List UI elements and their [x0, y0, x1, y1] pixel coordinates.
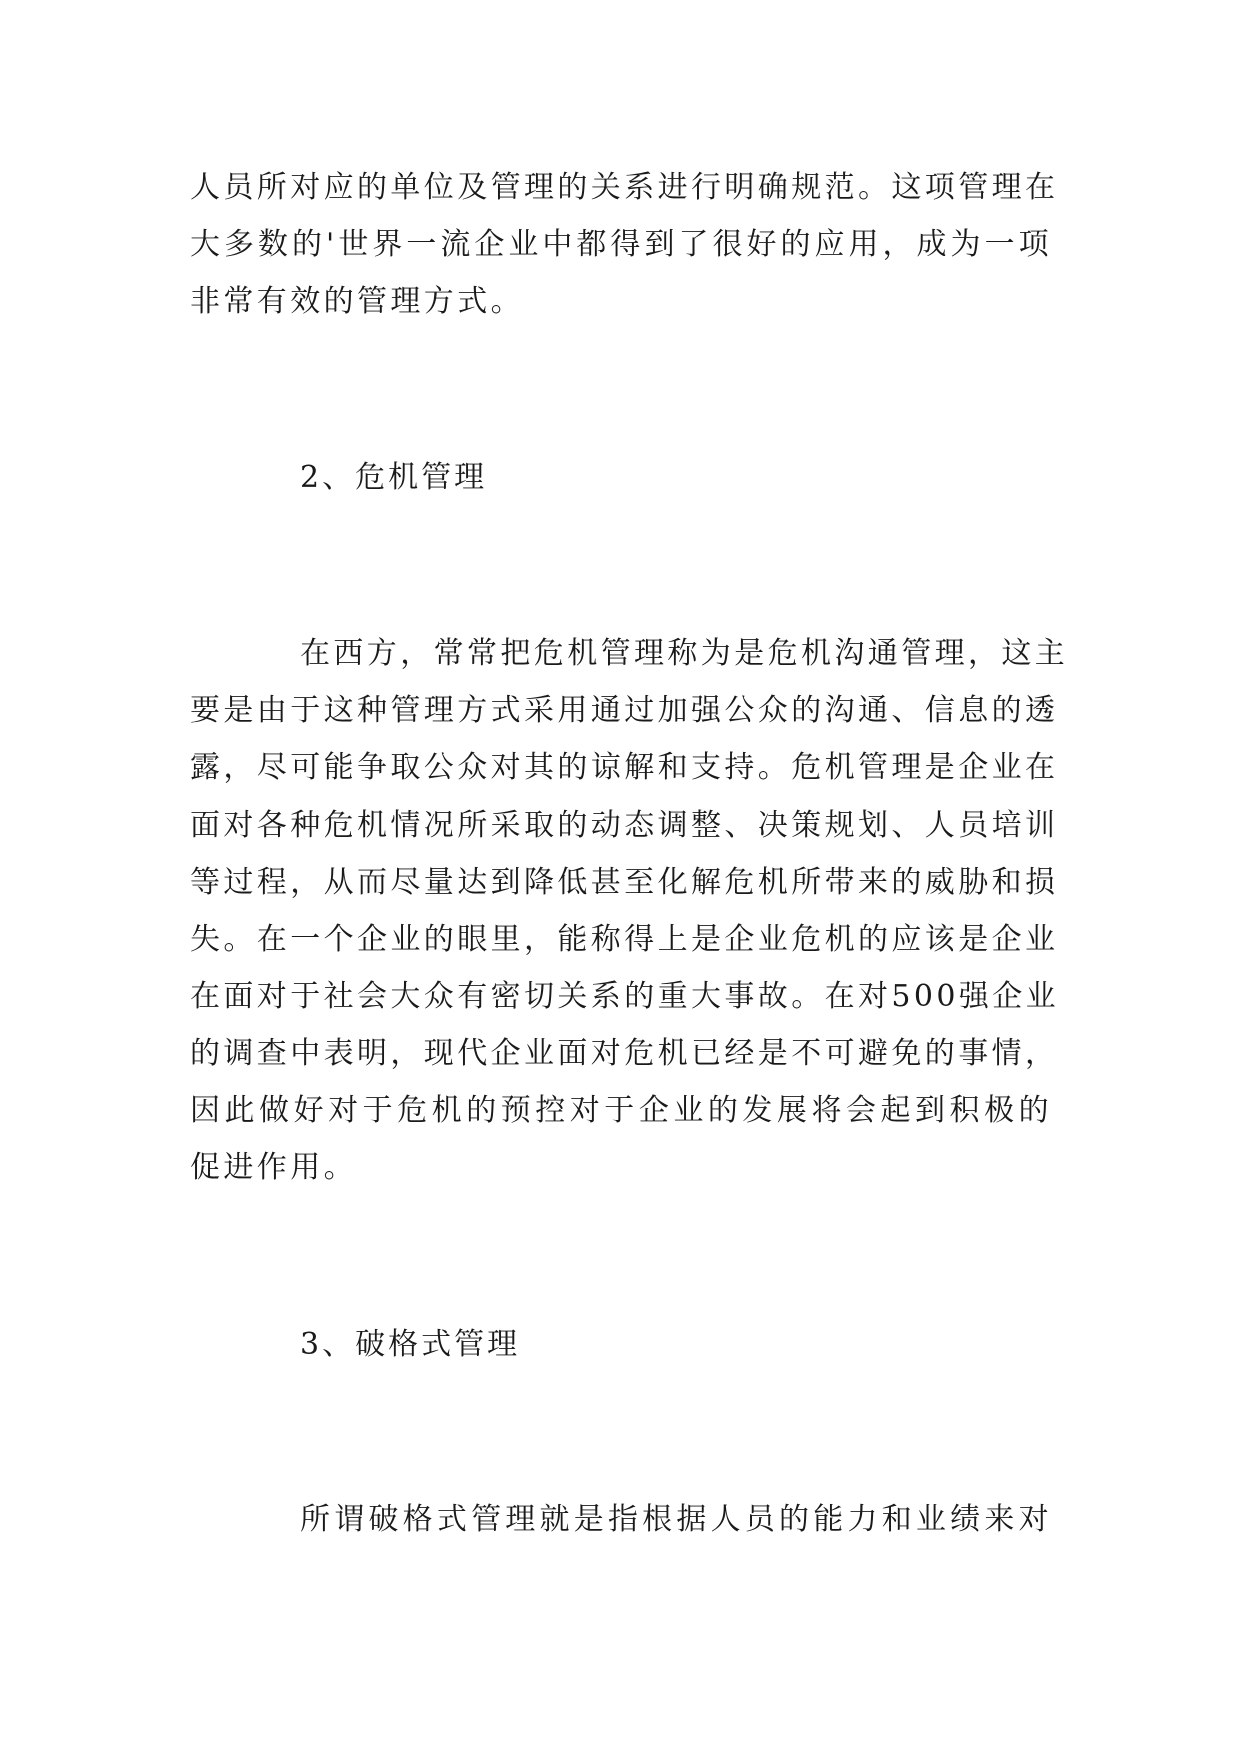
paragraph-line: 所谓破格式管理就是指根据人员的能力和业绩来对: [300, 1502, 1052, 1537]
paragraph-line: 露，尽可能争取公众对其的谅解和支持。危机管理是企业在: [190, 750, 1059, 785]
paragraph-line: 在西方，常常把危机管理称为是危机沟通管理，这主: [300, 636, 1069, 671]
paragraph-line: 面对各种危机情况所采取的动态调整、决策规划、人员培训: [190, 808, 1059, 843]
paragraph-line: 人员所对应的单位及管理的关系进行明确规范。这项管理在: [190, 170, 1059, 205]
paragraph-line: 等过程，从而尽量达到降低甚至化解危机所带来的威胁和损: [190, 865, 1059, 900]
section-heading: 3、破格式管理: [300, 1327, 521, 1362]
paragraph-line: 要是由于这种管理方式采用通过加强公众的沟通、信息的透: [190, 693, 1059, 728]
section-heading: 2、危机管理: [300, 460, 488, 495]
paragraph-line: 大多数的'世界一流企业中都得到了很好的应用，成为一项: [190, 227, 1052, 262]
paragraph-line: 失。在一个企业的眼里，能称得上是企业危机的应该是企业: [190, 922, 1059, 957]
paragraph-line: 在面对于社会大众有密切关系的重大事故。在对500强企业: [190, 979, 1060, 1014]
paragraph-line: 因此做好对于危机的预控对于企业的发展将会起到积极的: [190, 1093, 1052, 1128]
paragraph-line: 的调查中表明，现代企业面对危机已经是不可避免的事情，: [190, 1036, 1059, 1071]
paragraph-line: 促进作用。: [190, 1150, 357, 1185]
paragraph-line: 非常有效的管理方式。: [190, 284, 524, 319]
